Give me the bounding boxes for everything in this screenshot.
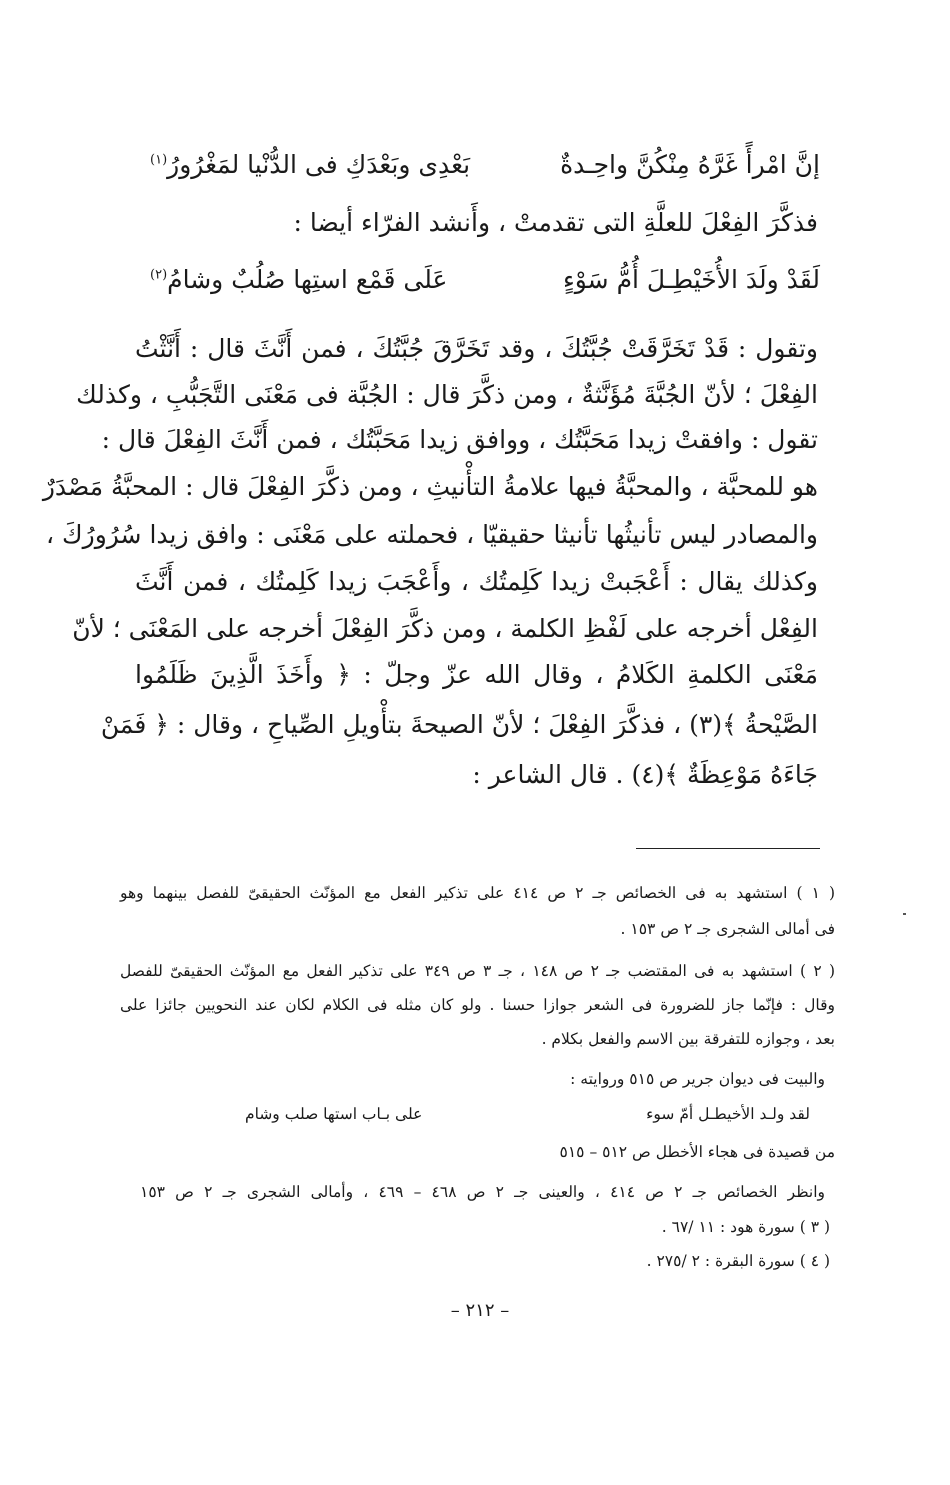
footnote-2-line-3: بعد ، وجوازه للتفرقة بين الاسم والفعل بكلام . <box>541 1030 835 1048</box>
footnote-2-line-5: من قصيدة فى هجاء الأخطل ص ٥١٢ – ٥١٥ <box>559 1143 835 1161</box>
paragraph-line: هو للمحبَّة ، والمحبَّةُ فيها علامةُ التأْنيثِ ، ومن ذكَّرَ الفِعْلَ قال : المحبَّةُ مَصْدَرٌ <box>42 472 818 501</box>
footnote-2-line-4: والبيت فى ديوان جرير ص ٥١٥ وروايته : <box>570 1070 825 1088</box>
footnote-4: ( ٤ ) سورة البقرة : ٢ /٢٧٥ . <box>646 1252 830 1270</box>
footnote-separator <box>636 848 820 849</box>
verse-1-first-hemistich: إنَّ امْرأً غَرَّهُ مِنْكُنَّ واحِـدةٌ <box>560 150 820 179</box>
footnote-2-line-1: ( ٢ ) استشهد به فى المقتضب جـ ٢ ص ١٤٨ ، جـ ٣ ص ٣٤٩ على تذكير الفعل مع المؤنّث الحقيقىّ للفصل <box>120 962 835 980</box>
footnote-2-verse <box>245 1105 810 1129</box>
verse-2-first-hemistich: لَقَدْ ولَدَ الأُخَيْطِـلَ أُمُّ سَوْءٍ <box>563 265 820 294</box>
paragraph-line: والمصادر ليس تأنيثُها تأنيثا حقيقيّا ، فحملته على مَعْنَى : وافق زيدا سُرُورُكَ ، <box>46 520 818 549</box>
verse-line-2 <box>150 265 820 305</box>
paragraph-line: مَعْنَى الكلمةِ الكَلامُ ، وقال الله عزّ وجلّ : ﴿ وأَخَذَ الَّذِينَ ظَلَمُوا <box>135 660 818 689</box>
scan-speck <box>903 913 906 915</box>
footnote-2-line-2: وقال : فإنّما جاز للضرورة فى الشعر جوازا حسنا . ولو كان مثله فى الكلام لكان عند النحويين جائزا على <box>120 996 835 1014</box>
footnote-3: ( ٣ ) سورة هود : ١١ /٦٧ . <box>661 1218 830 1236</box>
footnote-ref-2: (٢) <box>150 267 168 283</box>
verse-2-second-hemistich: عَلَى قَمْع استِها صُلُبٌ وشامُ$^{(٢)}$ <box>150 265 448 294</box>
paragraph-line: الفِعْل أخرجه على لَفْظِ الكلمة ، ومن ذكَّرَ الفِعْلَ أخرجه على المَعْنَى ؛ لأنّ <box>72 614 818 643</box>
paragraph-line: الفِعْلَ ؛ لأنّ الجُبَّةَ مُؤَنَّثةٌ ، ومن ذكَّرَ قال : الجُبَّة فى مَعْنَى التَّجَبُّبِ ، وكذلك <box>76 380 818 409</box>
footnote-1-line-2: فى أمالى الشجرى جـ ٢ ص ١٥٣ . <box>620 920 835 938</box>
footnote-2-line-6: وانظر الخصائص جـ ٢ ص ٤١٤ ، والعينى جـ ٢ ص ٤٦٨ – ٤٦٩ ، وأمالى الشجرى جـ ٢ ص ١٥٣ <box>140 1183 826 1201</box>
verse-1-second-hemistich: بَعْدِى وبَعْدَكِ فى الدُّنْيا لمَغْرُورُ$^{(١)}$ <box>150 150 471 179</box>
verse-line-1 <box>150 150 820 190</box>
footnote-2-verse-second-hemistich: على بـاب استها صلب وشام <box>245 1105 423 1123</box>
footnote-1-line-1: ( ١ ) استشهد به فى الخصائص جـ ٢ ص ٤١٤ على تذكير الفعل مع المؤنّث الحقيقىّ للفصل بينهما وهو <box>120 884 835 902</box>
paragraph-line: وتقول : قَدْ تَخَرَّقَتْ جُبَّتُكَ ، وقد تَخَرَّقَ جُبَّتُكَ ، فمن أَنَّثَ قال : أَنَّثْتُ <box>135 334 818 363</box>
page-number: – ٢١٢ – <box>450 1300 510 1321</box>
paragraph-line: جَاءَهُ مَوْعِظَةٌ ﴾(٤) . قال الشاعر : <box>472 760 818 789</box>
footnote-ref-1: (١) <box>150 152 168 168</box>
footnote-2-verse-first-hemistich: لقد ولـد الأخيطـل أمّ سوء <box>646 1105 810 1123</box>
paragraph-line: الصَّيْحةُ ﴾(٣) ، فذكَّرَ الفِعْلَ ؛ لأنّ الصيحةَ بتأْويلِ الصِّياحِ ، وقال : ﴿ فَمَنْ <box>100 710 818 739</box>
paragraph-line: وكذلك يقال : أَعْجَبتْ زيدا كَلِمتُك ، وأَعْجَبَ زيدا كَلِمتُك ، فمن أَنَّثَ <box>135 567 818 596</box>
paragraph-line: تقول : وافقتْ زيدا مَحَبَّتُك ، ووافق زيدا مَحَبَّتُك ، فمن أَنَّثَ الفِعْلَ قال : <box>101 425 818 454</box>
prose-line: فذكَّرَ الفِعْلَ للعلَّةِ التى تقدمتْ ، وأَنشد الفرّاء أيضا : <box>293 208 818 237</box>
